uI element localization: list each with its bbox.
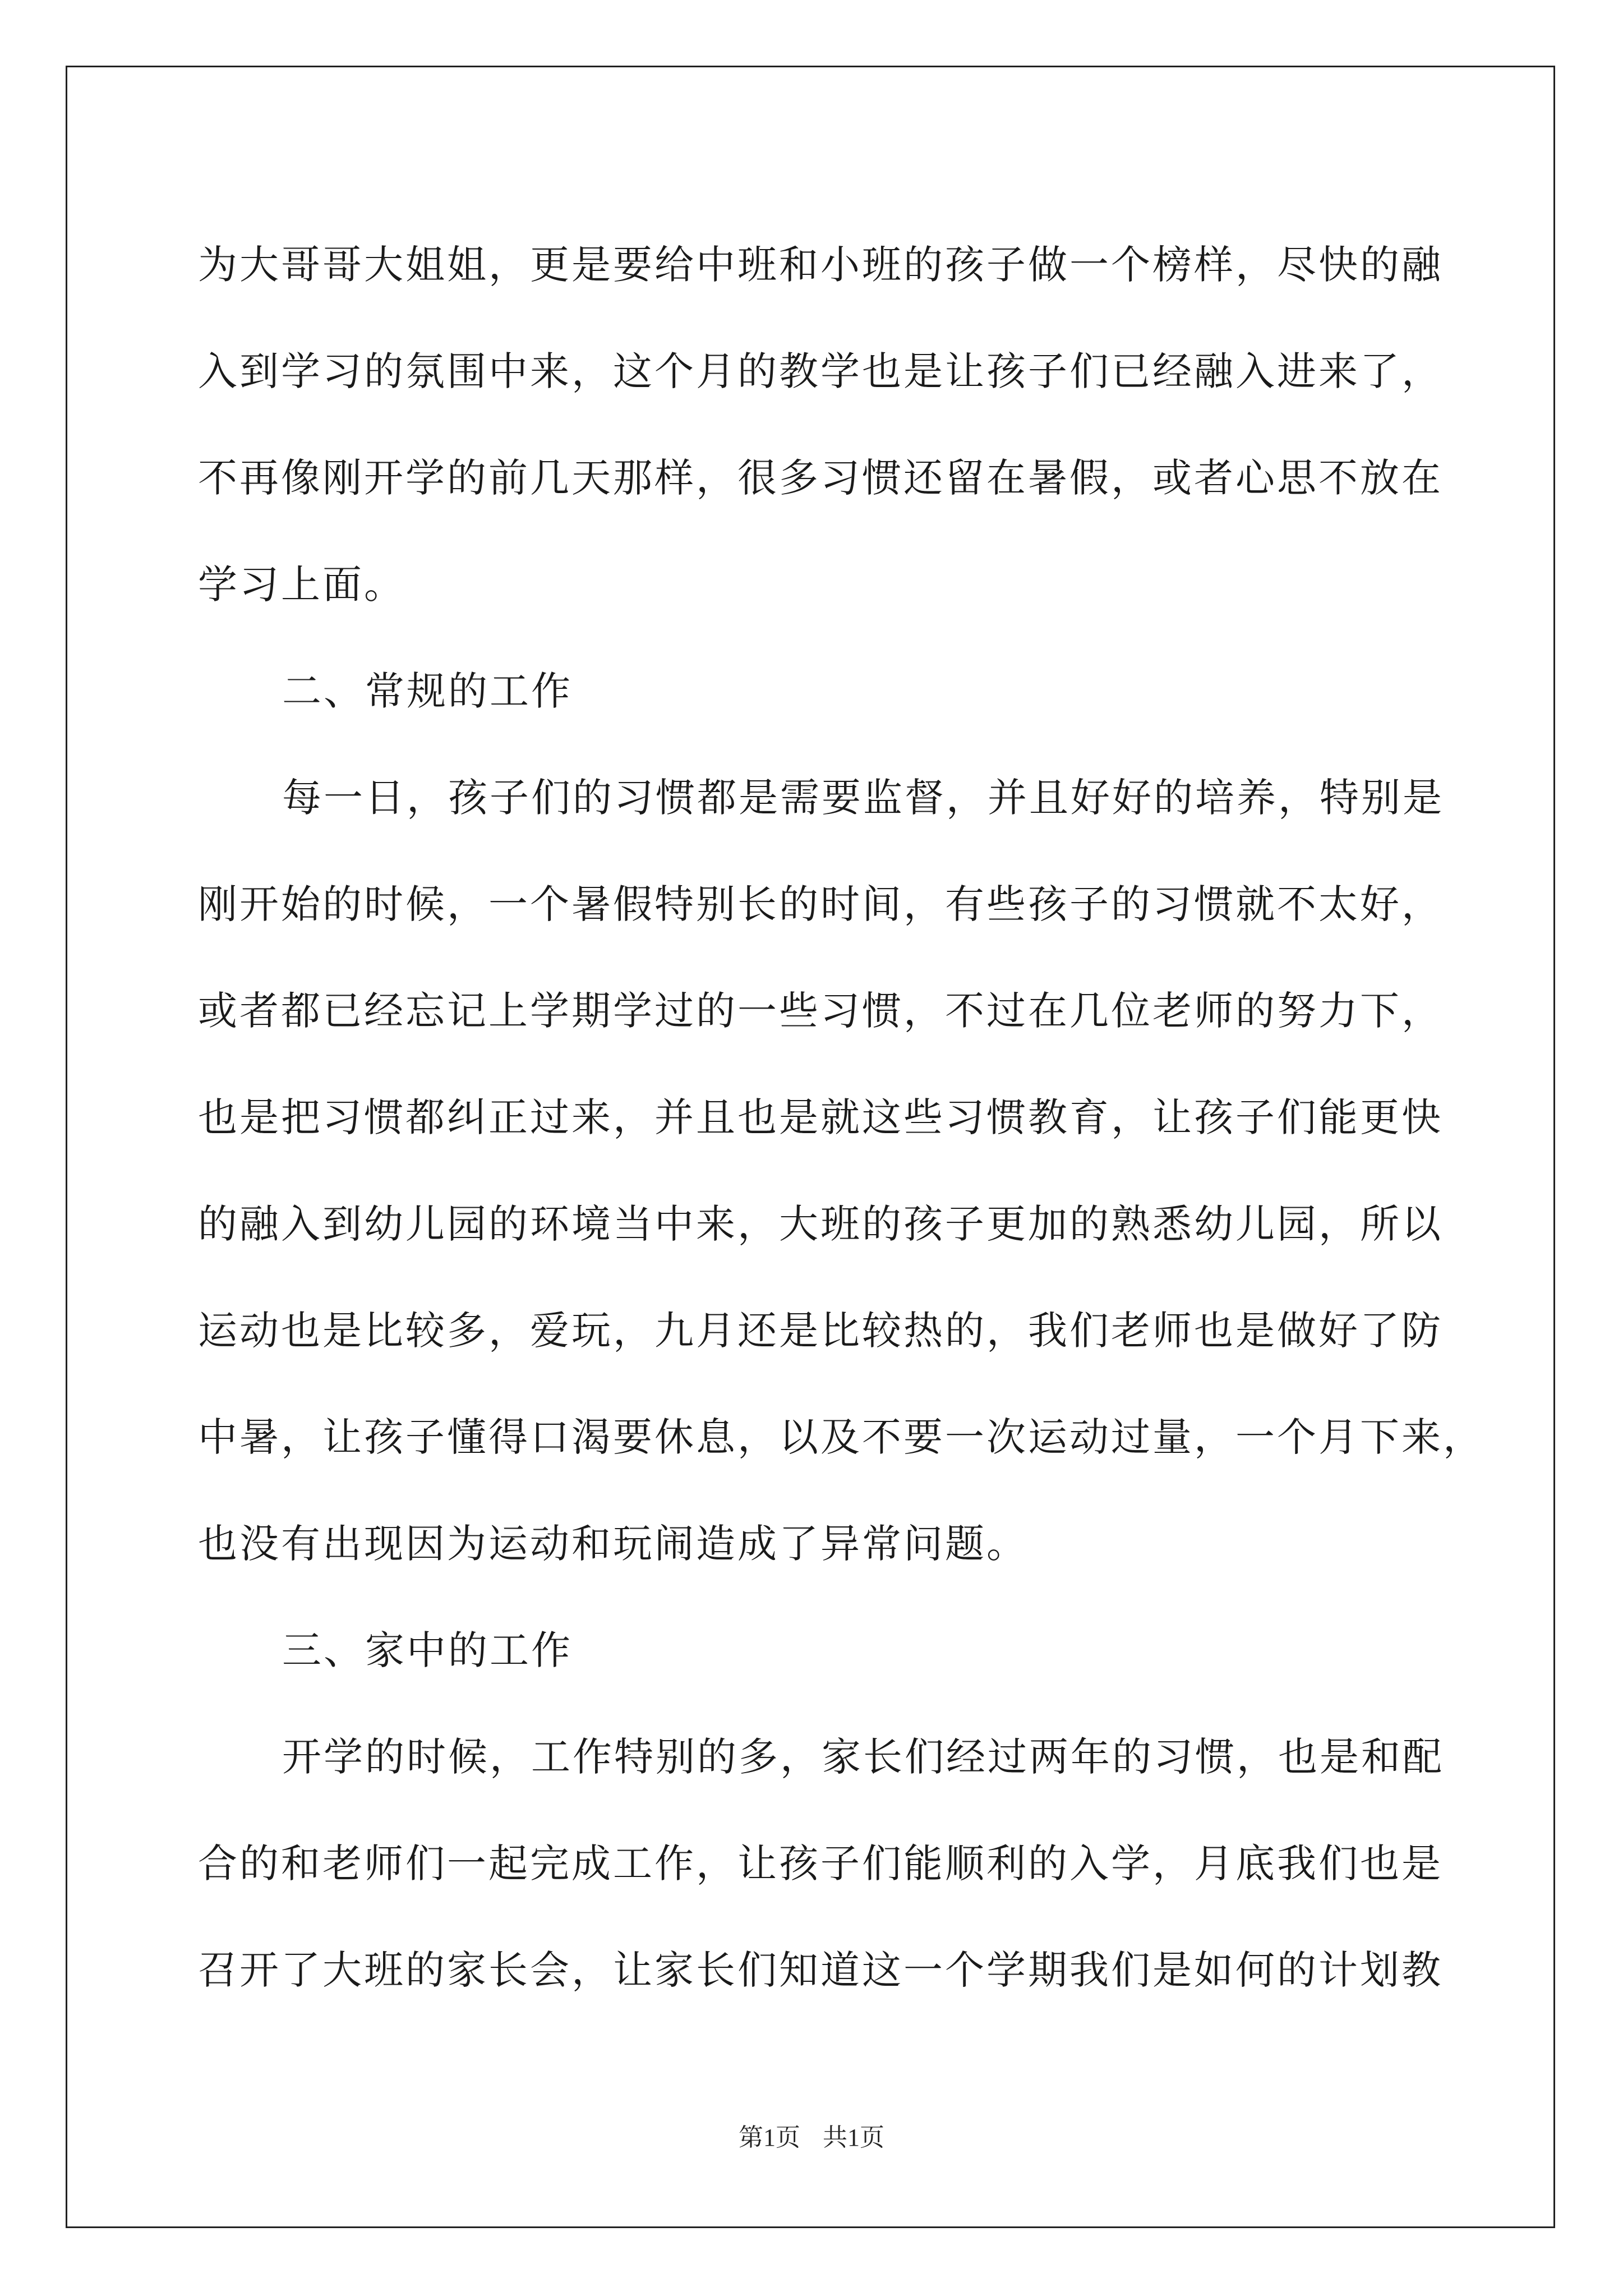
text-line: 召开了大班的家长会，让家长们知道这一个学期我们是如何的计划教 bbox=[198, 1947, 1443, 1993]
page-number: 第1页 bbox=[739, 2124, 800, 2151]
text-line: 刚开始的时候，一个暑假特别长的时间，有些孩子的习惯就不太好， bbox=[198, 881, 1443, 927]
text-line: 开学的时候，工作特别的多，家长们经过两年的习惯，也是和配 bbox=[282, 1734, 1444, 1780]
text-line: 学习上面。 bbox=[198, 562, 405, 608]
text-line: 运动也是比较多，爱玩，九月还是比较热的，我们老师也是做好了防 bbox=[198, 1308, 1443, 1354]
text-line: 不再像刚开学的前几天那样，很多习惯还留在暑假，或者心思不放在 bbox=[198, 455, 1443, 501]
text-line: 也是把习惯都纠正过来，并且也是就这些习惯教育，让孩子们能更快 bbox=[198, 1094, 1443, 1140]
page-footer bbox=[0, 2117, 1623, 2153]
text-line: 合的和老师们一起完成工作，让孩子们能顺利的入学，月底我们也是 bbox=[198, 1841, 1443, 1887]
text-line: 三、家中的工作 bbox=[282, 1627, 573, 1673]
page-total: 共1页 bbox=[823, 2124, 884, 2151]
text-line: 或者都已经忘记上学期学过的一些习惯，不过在几位老师的努力下， bbox=[198, 988, 1443, 1034]
document-body bbox=[198, 211, 1484, 2023]
text-line: 的融入到幼儿园的环境当中来，大班的孩子更加的熟悉幼儿园，所以 bbox=[198, 1201, 1443, 1247]
text-line: 二、常规的工作 bbox=[282, 668, 573, 714]
text-line: 中暑，让孩子懂得口渴要休息，以及不要一次运动过量，一个月下来， bbox=[198, 1414, 1484, 1460]
text-line: 入到学习的氛围中来，这个月的教学也是让孩子们已经融入进来了， bbox=[198, 348, 1443, 394]
text-line: 也没有出现因为运动和玩闹造成了异常问题。 bbox=[198, 1521, 1028, 1567]
text-line: 为大哥哥大姐姐，更是要给中班和小班的孩子做一个榜样，尽快的融 bbox=[198, 242, 1443, 288]
text-line: 每一日，孩子们的习惯都是需要监督，并且好好的培养，特别是 bbox=[282, 775, 1444, 821]
